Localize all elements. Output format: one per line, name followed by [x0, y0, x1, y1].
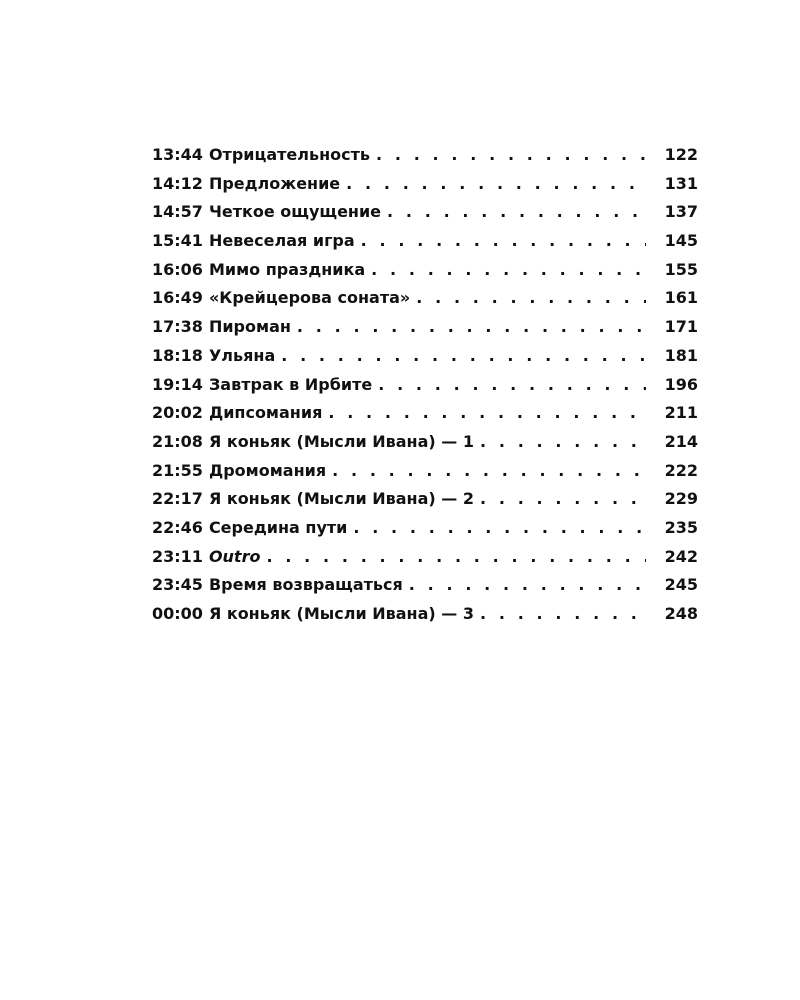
toc-entry-time: 16:06 [152, 259, 203, 279]
toc-entry-time: 21:55 [152, 460, 203, 480]
toc-entry [152, 346, 698, 375]
toc-entry [152, 432, 698, 461]
toc-entry-title: Я коньяк (Мысли Ивана) — 2 [208, 489, 474, 509]
toc-dot-leader [353, 518, 646, 537]
toc-entry-title: Отрицательность [208, 145, 371, 164]
toc-dot-leader [266, 547, 646, 566]
toc-dot-leader [480, 489, 646, 508]
toc-entry-page-number: 145 [664, 231, 698, 251]
toc-entry [152, 489, 698, 518]
toc-entry-time: 17:38 [152, 317, 203, 337]
toc-entry-page-number: 229 [664, 489, 698, 509]
toc-dot-leader [332, 461, 646, 480]
toc-entry-page-number: 196 [664, 374, 698, 394]
toc-entry [152, 575, 698, 604]
toc-entry-page-number: 242 [664, 546, 698, 566]
toc-dot-leader [361, 231, 646, 250]
toc-dot-leader [416, 288, 646, 307]
toc-entry-page-number: 181 [664, 345, 698, 365]
toc-entry-title: Время возвращаться [208, 575, 403, 595]
toc-entry-page-number: 171 [664, 317, 698, 337]
toc-entry [152, 518, 698, 547]
toc-dot-leader [297, 317, 646, 336]
toc-entry-title: Предложение [208, 173, 341, 193]
toc-entry-time: 20:02 [152, 403, 203, 423]
toc-entry-title: Я коньяк (Мысли Ивана) — 3 [208, 604, 474, 623]
toc-entry-page-number: 161 [664, 288, 698, 308]
toc-entry-page-number: 235 [664, 517, 698, 537]
toc-entry-time: 22:17 [152, 489, 203, 509]
toc-entry [152, 260, 698, 289]
toc-entry-title: Завтрак в Ирбите [208, 374, 373, 394]
toc-entry [152, 403, 698, 432]
toc-entry [152, 375, 698, 404]
toc-dot-leader [371, 260, 646, 279]
toc-entry-page-number: 211 [664, 403, 698, 423]
toc-entry-time: 23:11 [152, 546, 203, 566]
toc-entry-time: 14:12 [152, 173, 203, 193]
toc-entry-time: 13:44 [152, 145, 203, 164]
toc-entry-title: Дромомания [208, 460, 327, 480]
toc-entry [152, 202, 698, 231]
toc-dot-leader [346, 174, 646, 193]
toc-entry-time: 16:49 [152, 288, 203, 308]
table-of-contents [152, 145, 698, 633]
toc-entry-time: 22:46 [152, 517, 203, 537]
toc-entry-title: Невеселая игра [208, 231, 355, 251]
toc-entry-title: Outro [208, 546, 261, 566]
toc-entry-page-number: 245 [664, 575, 698, 595]
toc-entry-title: Середина пути [208, 517, 348, 537]
toc-entry-title: Пироман [208, 317, 291, 337]
toc-entry-time: 14:57 [152, 202, 203, 222]
toc-dot-leader [480, 432, 646, 451]
toc-entry-time: 21:08 [152, 431, 203, 451]
toc-entry [152, 145, 698, 174]
toc-entry-page-number: 248 [664, 604, 698, 623]
toc-entry-title: Ульяна [208, 345, 276, 365]
toc-dot-leader [480, 604, 646, 623]
toc-entry-title: Мимо праздника [208, 259, 366, 279]
toc-entry [152, 231, 698, 260]
toc-entry-page-number: 122 [664, 145, 698, 164]
toc-entry-time: 15:41 [152, 231, 203, 251]
toc-entry [152, 461, 698, 490]
toc-entry-time: 19:14 [152, 374, 203, 394]
toc-entry-time: 00:00 [152, 604, 203, 623]
toc-dot-leader [409, 575, 646, 594]
toc-entry-page-number: 131 [664, 173, 698, 193]
toc-entry [152, 288, 698, 317]
toc-entry-page-number: 155 [664, 259, 698, 279]
toc-entry-time: 23:45 [152, 575, 203, 595]
toc-entry [152, 174, 698, 203]
toc-entry-title: «Крейцерова соната» [208, 288, 411, 308]
toc-dot-leader [328, 403, 646, 422]
toc-entry-time: 18:18 [152, 345, 203, 365]
toc-entry-title: Дипсомания [208, 403, 323, 423]
toc-entry-page-number: 214 [664, 431, 698, 451]
toc-entry-title: Четкое ощущение [208, 202, 382, 222]
toc-entry-page-number: 137 [664, 202, 698, 222]
toc-entry [152, 547, 698, 576]
toc-entry-title: Я коньяк (Мысли Ивана) — 1 [208, 431, 474, 451]
toc-dot-leader [376, 145, 646, 164]
toc-entry-page-number: 222 [664, 460, 698, 480]
toc-entry [152, 604, 698, 633]
toc-dot-leader [387, 202, 646, 221]
toc-dot-leader [378, 375, 646, 394]
toc-entry [152, 317, 698, 346]
toc-dot-leader [281, 346, 646, 365]
